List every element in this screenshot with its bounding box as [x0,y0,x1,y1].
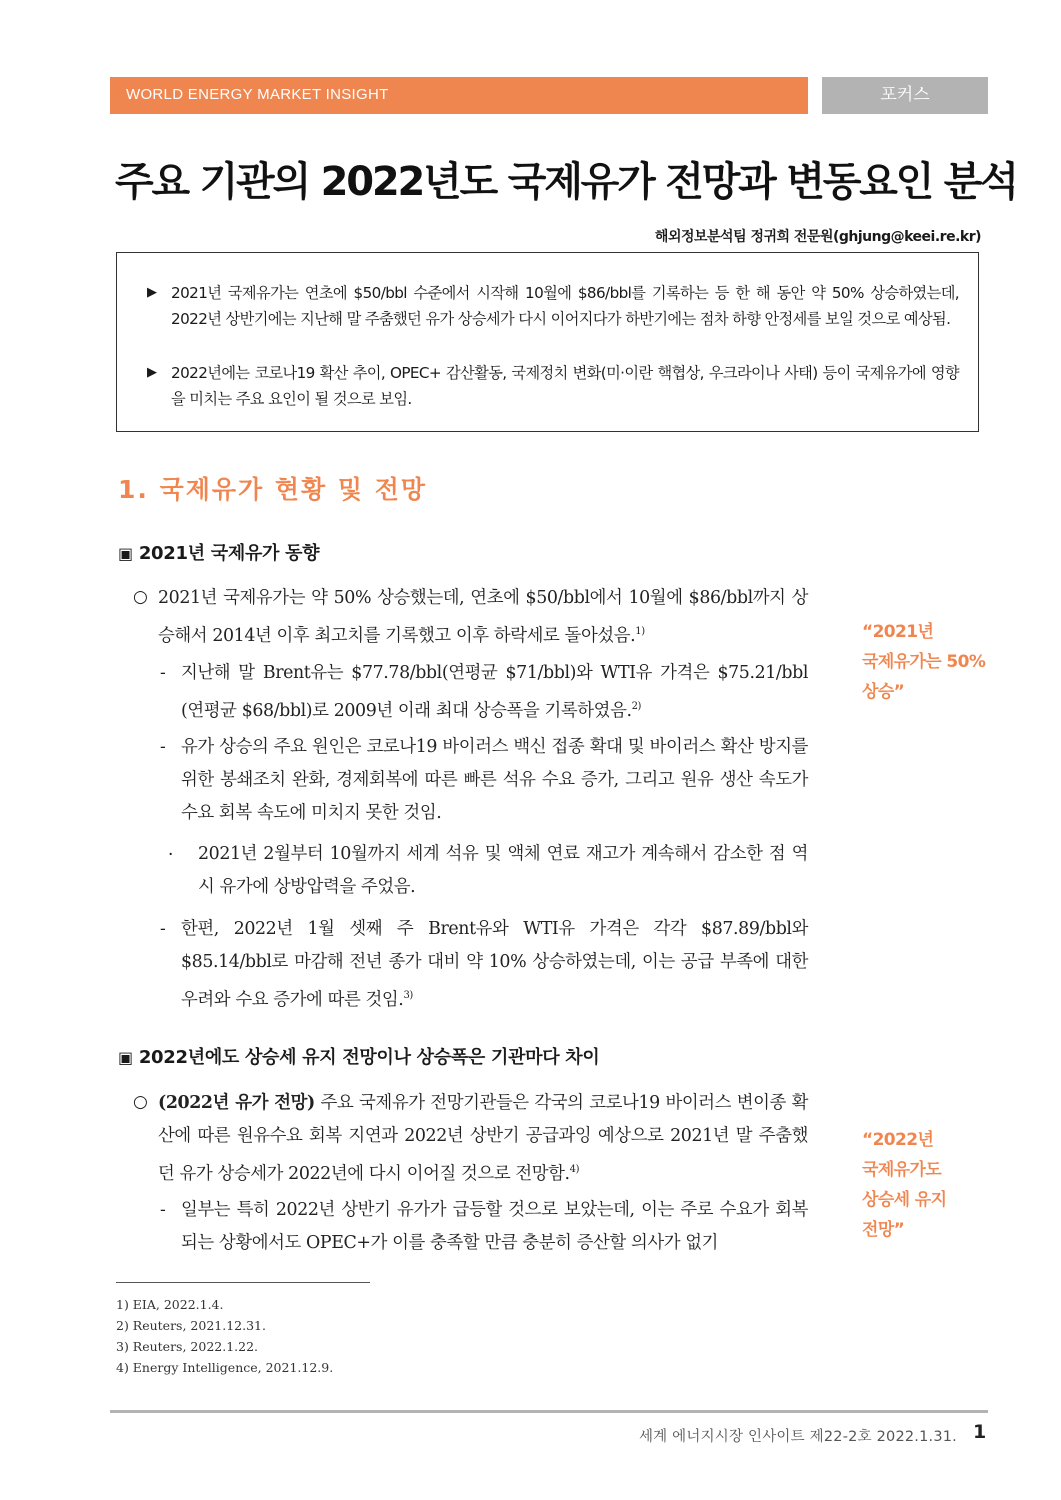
paragraph [181,1194,808,1260]
square-bullet-icon: ▣ [118,1048,133,1067]
summary-box [116,252,979,432]
subsection-heading [118,1043,599,1069]
subsection-title: 2022년에도 상승세 유지 전망이나 상승폭은 기관마다 차이 [138,1047,600,1068]
header-tag-text: 포커스 [880,85,930,105]
paragraph-text: 2021년 국제유가는 약 50% 상승했는데, 연초에 $50/bbl에서 10월에 $86/bbl까지 상승해서 2014년 이후 최고치를 기록했고 이후 하락세로 돌아섰음. [158,588,808,646]
dash-bullet-icon: - [160,1200,166,1220]
summary-text: 2021년 국제유가는 연초에 $50/bbl 수준에서 시작해 10월에 $86/bbl를 기록하는 등 한 해 동안 약 50% 상승하였는데, 2022년 상반기에는 지난해 말 주춤했던 유가 상승세가 다시 이어지다가 하반기에는 점차 하향 안정세를 보일 것으로 예상됨. [171,284,959,328]
paragraph-text: 지난해 말 Brent유는 $77.78/bbl(연평균 $71/bbl)와 WTI유 가격은 $75.21/bbl (연평균 $68/bbl)로 2009년 이래 최대 상승폭을 기록하였음. [181,663,808,721]
triangle-bullet-icon: ▶ [147,285,157,300]
subsection-heading [118,539,319,565]
paragraph [181,913,808,1017]
subsection-title: 2021년 국제유가 동향 [138,543,320,564]
footer-divider [110,1410,988,1413]
callout-line: “2022년 [862,1130,934,1150]
footnote-ref: 3) [403,990,413,1001]
summary-text: 2022년에는 코로나19 확산 추이, OPEC+ 감산활동, 국제정치 변화(미·이란 핵협상, 우크라이나 사태) 등이 국제유가에 영향을 미치는 주요 요인이 될 것으로 보임. [171,364,959,408]
paragraph [181,731,808,830]
dot-bullet-icon: · [168,845,174,865]
footnote-ref: 1) [635,626,645,637]
summary-item [147,280,959,332]
paragraph-text: 2021년 2월부터 10월까지 세계 석유 및 액체 연료 재고가 계속해서 감소한 점 역시 유가에 상방압력을 주었음. [198,844,808,897]
summary-item [147,360,959,412]
footnote-ref: 2) [631,701,642,712]
callout-line: 국제유가는 50% [862,652,986,672]
footnote-divider [116,1282,370,1283]
callout-line: 상승” [862,682,905,702]
section-heading: 1. 국제유가 현황 및 전망 [118,475,428,504]
footnote: 1) EIA, 2022.1.4. [116,1297,224,1312]
footnote: 2) Reuters, 2021.12.31. [116,1318,266,1333]
dash-bullet-icon: - [160,737,166,757]
sidebar-callout [862,1125,946,1245]
callout-line: 상승세 유지 [862,1190,947,1210]
paragraph [181,657,808,728]
sidebar-callout [862,617,985,707]
paragraph-text: 유가 상승의 주요 원인은 코로나19 바이러스 백신 접종 확대 및 바이러스 확산 방지를 위한 봉쇄조치 완화, 경제회복에 따른 빠른 석유 수요 증가, 그리고 원유 생산 속도가 수요 회복 속도에 미치지 못한 것임. [181,737,808,823]
callout-line: 국제유가도 [862,1160,942,1180]
footnote-ref: 4) [569,1164,580,1175]
paragraph-text: 주요 국제유가 전망기관들은 각국의 코로나19 바이러스 변이종 확산에 따른 원유수요 회복 지연과 2022년 상반기 공급과잉 예상으로 2021년 말 주춤했던 유가 상승세가 2022년에 다시 이어질 것으로 전망함. [158,1093,809,1184]
dash-bullet-icon: - [160,663,166,683]
page-number: 1 [973,1421,987,1443]
paragraph-lead: (2022년 유가 전망) [158,1093,315,1113]
footnote: 3) Reuters, 2022.1.22. [116,1339,259,1354]
footer-text: 세계 에너지시장 인사이트 제22-2호 2022.1.31. [638,1429,957,1445]
square-bullet-icon: ▣ [118,544,133,563]
paragraph-text: 일부는 특히 2022년 상반기 유가가 급등할 것으로 보았는데, 이는 주로 수요가 회복되는 상황에서도 OPEC+가 이를 충족할 만큼 충분히 증산할 의사가 없기 [181,1200,808,1253]
paragraph-text: 한편, 2022년 1월 셋째 주 Brent유와 WTI유 가격은 각각 $87.89/bbl와 $85.14/bbl로 마감해 전년 종가 대비 약 10% 상승하였는데, 이는 공급 부족에 대한 우려와 수요 증가에 따른 것임. [181,919,808,1010]
page-title: 주요 기관의 2022년도 국제유가 전망과 변동요인 분석 [115,159,1017,205]
circle-bullet-icon: ○ [133,587,148,607]
header-tag [822,77,988,114]
dash-bullet-icon: - [160,919,166,939]
paragraph [158,1087,808,1191]
header-banner-text: WORLD ENERGY MARKET INSIGHT [126,86,389,103]
callout-line: 전망” [862,1220,905,1240]
circle-bullet-icon: ○ [133,1092,148,1112]
callout-line: “2021년 [862,622,934,642]
triangle-bullet-icon: ▶ [147,365,157,380]
header-banner [110,77,808,114]
author-line: 해외정보분석팀 정귀희 전문원(ghjung@keei.re.kr) [654,229,981,245]
footnote: 4) Energy Intelligence, 2021.12.9. [116,1360,334,1375]
paragraph [198,838,808,904]
paragraph [158,582,808,653]
